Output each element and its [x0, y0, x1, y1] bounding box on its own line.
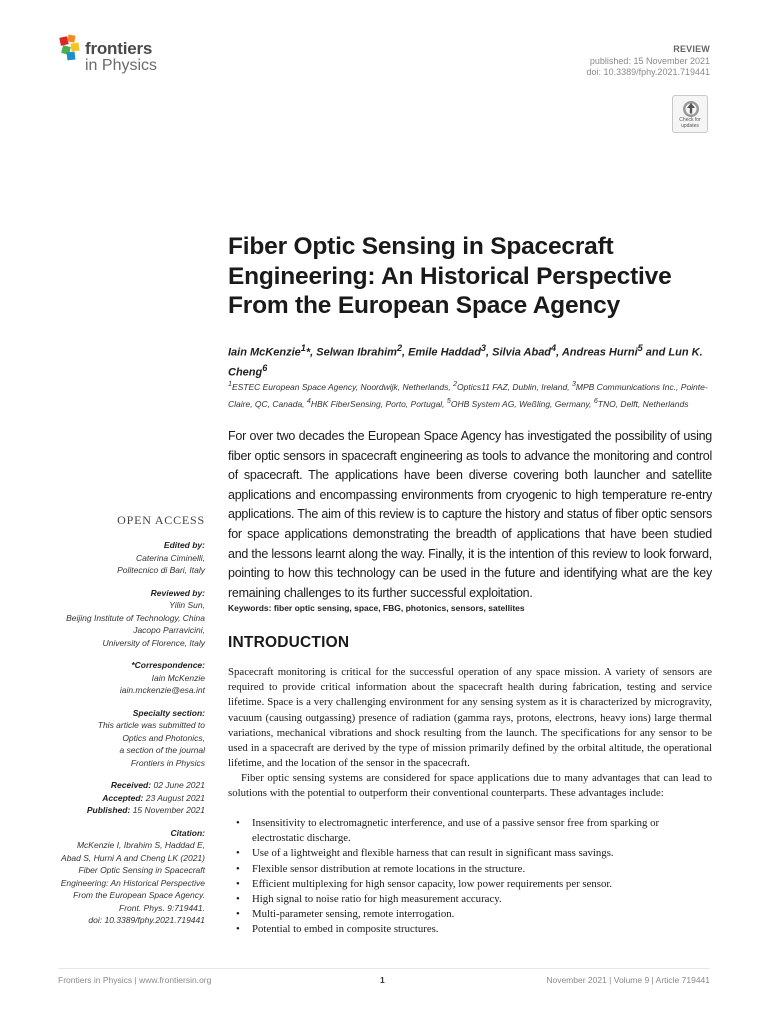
list-item: • Use of a lightweight and flexible harness that can result in significant mass savings.: [232, 846, 712, 861]
specialty-line-2: Optics and Photonics,: [122, 732, 205, 743]
list-item: • Potential to embed in composite structures.: [232, 922, 712, 937]
correspondence-block: [15, 659, 205, 697]
affil-6-sup: 6: [593, 396, 598, 405]
intro-paragraph-2: Fiber optic sensing systems are considered for space applications due to many advantages that can lead to solutions with the potential to outperform their conventional counterparts. These advantages include:: [228, 772, 712, 800]
frontiers-logo-icon: [58, 34, 82, 62]
correspondence-name: Iain McKenzie: [151, 672, 205, 683]
reviewer-1-name[interactable]: Yilin Sun,: [169, 600, 205, 610]
author-list: Iain McKenzie$^1$*, Selwan Ibrahim$^2$, Emile Haddad$^3$, Silvia Abad$^4$, Andreas Hurni$^5$ and Lun K. Cheng$^6$: [228, 343, 703, 379]
check-for-updates-icon: [681, 99, 701, 119]
citation-line-2: Abad S, Hurni A and Cheng LK (2021): [61, 852, 205, 863]
author-5[interactable]: Andreas Hurni: [561, 346, 638, 359]
list-item: • Flexible sensor distribution at remote locations in the structure.: [232, 862, 712, 877]
affil-5-sup: 5: [446, 396, 451, 405]
title-line2: Engineering: An Historical Perspective: [228, 262, 672, 290]
affil-3: MPB Communications Inc., Pointe-Claire, QC, Canada,: [228, 381, 708, 409]
affil-1: ESTEC European Space Agency, Noordwijk, Netherlands,: [231, 381, 454, 392]
specialty-label: Specialty section:: [132, 707, 205, 718]
author-2[interactable]: Selwan Ibrahim: [316, 346, 397, 359]
reviewer-1-affiliation: Beijing Institute of Technology, China: [66, 612, 205, 623]
author-3-affil-sup: 3: [480, 343, 487, 353]
journal-brand: frontiers: [85, 39, 153, 58]
list-item: • Insensitivity to electromagnetic interference, and use of a passive sensor free from sparking or electrostatic discharge.: [232, 816, 712, 846]
reviewer-2-affiliation: University of Florence, Italy: [102, 637, 205, 648]
citation-line-5: From the European Space Agency.: [73, 890, 205, 900]
author-4[interactable]: Silvia Abad: [492, 346, 552, 359]
footer-issue-info: November 2021 | Volume 9 | Article 719441: [546, 975, 710, 985]
author-3[interactable]: Emile Haddad: [408, 346, 481, 359]
check-line1: Check for: [679, 117, 701, 123]
footer-journal-link[interactable]: Frontiers in Physics | www.frontiersin.org: [58, 975, 212, 985]
published-date: published: 15 November 2021: [589, 55, 710, 66]
specialty-section-block: [15, 707, 205, 770]
check-line2: updates: [681, 122, 699, 129]
footer-divider: [58, 968, 710, 969]
affil-6: TNO, Delft, Netherlands: [597, 398, 689, 409]
reviewed-by-block: [15, 587, 205, 650]
author-1-affil-sup: 1: [300, 343, 306, 353]
journal-name: in Physics: [85, 57, 158, 74]
accepted-date: 23 August 2021: [145, 792, 205, 803]
list-item: • High signal to noise ratio for high measurement accuracy.: [232, 892, 712, 907]
edited-by-label: Edited by:: [163, 540, 205, 550]
article-title: [228, 232, 728, 321]
published-label: Published:: [86, 805, 131, 815]
page-number: 1: [380, 975, 385, 985]
article-doi[interactable]: doi: 10.3389/fphy.2021.719441: [586, 67, 710, 77]
affiliations: [228, 377, 718, 411]
abstract: For over two decades the European Space Agency has investigated the possibility of using fiber optic sensors in spacecraft engineering as tools to advance the monitoring and control of spacecraft. The applications have been diverse covering both launcher and satellite applications and encompassing environments from cryogenic to high temperature re-entry applications. The aim of this review is to capture the history and status of fiber optic sensors for space applications demonstrating the breadth of applications that have been studied and the lessons learnt along the way. Finally, it is the intention of this review to look forward, pointing to how this technology can be used in the future and identifying what are the key remaining challenges to its further successful exploitation.: [228, 429, 712, 600]
affil-2-sup: 2: [453, 380, 457, 388]
affil-1-sup: 1: [228, 380, 232, 388]
accepted-label: Accepted:: [102, 792, 144, 803]
title-line1: Fiber Optic Sensing in Spacecraft: [228, 233, 614, 260]
list-item: • Multi-parameter sensing, remote interrogation.: [232, 907, 712, 922]
author-6-affil-sup: 6: [262, 362, 268, 373]
received-date: 02 June 2021: [153, 780, 205, 790]
title-line3: From the European Space Agency: [228, 292, 620, 319]
check-for-updates-label: [673, 118, 707, 129]
article-type: REVIEW: [673, 44, 710, 54]
author-6[interactable]: Lun K. Cheng: [228, 346, 703, 379]
journal-logo[interactable]: [58, 34, 178, 78]
edited-by-block: [15, 539, 205, 577]
keywords: Keywords: fiber optic sensing, space, FBG, photonics, sensors, satellites: [228, 603, 525, 613]
affil-4-sup: 4: [306, 396, 311, 405]
advantages-list: [232, 816, 712, 938]
affil-2: Optics11 FAZ, Dublin, Ireland,: [457, 381, 572, 392]
editor-name[interactable]: Caterina Ciminelli,: [136, 552, 205, 563]
editor-affiliation: Politecnico di Bari, Italy: [117, 565, 205, 575]
section-heading-introduction: INTRODUCTION: [228, 634, 350, 651]
citation-line-6: Front. Phys. 9:719441.: [119, 902, 205, 913]
intro-paragraph-1: Spacecraft monitoring is critical for the successful operation of any space mission. A variety of sensors are required to provide critical information about the spacecraft health during fabrication, testing and service lifetime. Space is a very challenging environment for any sensing system as it is characterized by microgravity, vacuum (causing outgassing) presence of radiation (gamma rays, protons, electrons, heavy ions) large thermal variations, mechanical vibrations and shock resulting from the launch. The specifications for any sensor to be used in a spacecraft are derived by the type of mission primarily defined by the orbital altitude, the operational lifetime, and the location of the sensor in the spacecraft.: [228, 666, 712, 770]
specialty-line-1: This article was submitted to: [97, 720, 205, 730]
specialty-line-4: Frontiers in Physics: [130, 757, 205, 768]
reviewer-2-name[interactable]: Jacopo Parravicini,: [133, 625, 205, 635]
affil-5: OHB System AG, Weßling, Germany,: [450, 398, 594, 409]
article-info-sidebar: [15, 539, 205, 937]
citation-block: [15, 827, 205, 927]
citation-label: Citation:: [170, 827, 205, 838]
check-for-updates-button[interactable]: [672, 95, 708, 133]
reviewed-by-label: Reviewed by:: [150, 587, 205, 598]
article-meta: [587, 44, 710, 79]
citation-line-3: Fiber Optic Sensing in Spacecraft: [78, 865, 205, 875]
correspondence-label: *Correspondence:: [131, 660, 205, 670]
author-5-affil-sup: 5: [637, 343, 643, 353]
received-label: Received:: [110, 780, 152, 790]
affil-3-sup: 3: [571, 380, 576, 388]
specialty-line-3: a section of the journal: [119, 745, 205, 755]
list-item: • Efficient multiplexing for high sensor capacity, low power requirements per sensor.: [232, 877, 712, 892]
citation-doi[interactable]: doi: 10.3389/fphy.2021.719441: [88, 915, 205, 925]
author-2-affil-sup: 2: [396, 343, 403, 353]
citation-line-1: McKenzie I, Ibrahim S, Haddad E,: [76, 840, 205, 850]
author-1[interactable]: Iain McKenzie: [228, 346, 301, 359]
correspondence-email[interactable]: iain.mckenzie@esa.int: [119, 685, 205, 695]
author-4-affil-sup: 4: [551, 343, 557, 353]
published-date-sidebar: 15 November 2021: [132, 805, 205, 815]
citation-line-4: Engineering: An Historical Perspective: [60, 877, 205, 888]
open-access-label: OPEN ACCESS: [117, 513, 205, 527]
affil-4: HBK FiberSensing, Porto, Portugal,: [310, 398, 447, 409]
dates-block: [15, 779, 205, 817]
